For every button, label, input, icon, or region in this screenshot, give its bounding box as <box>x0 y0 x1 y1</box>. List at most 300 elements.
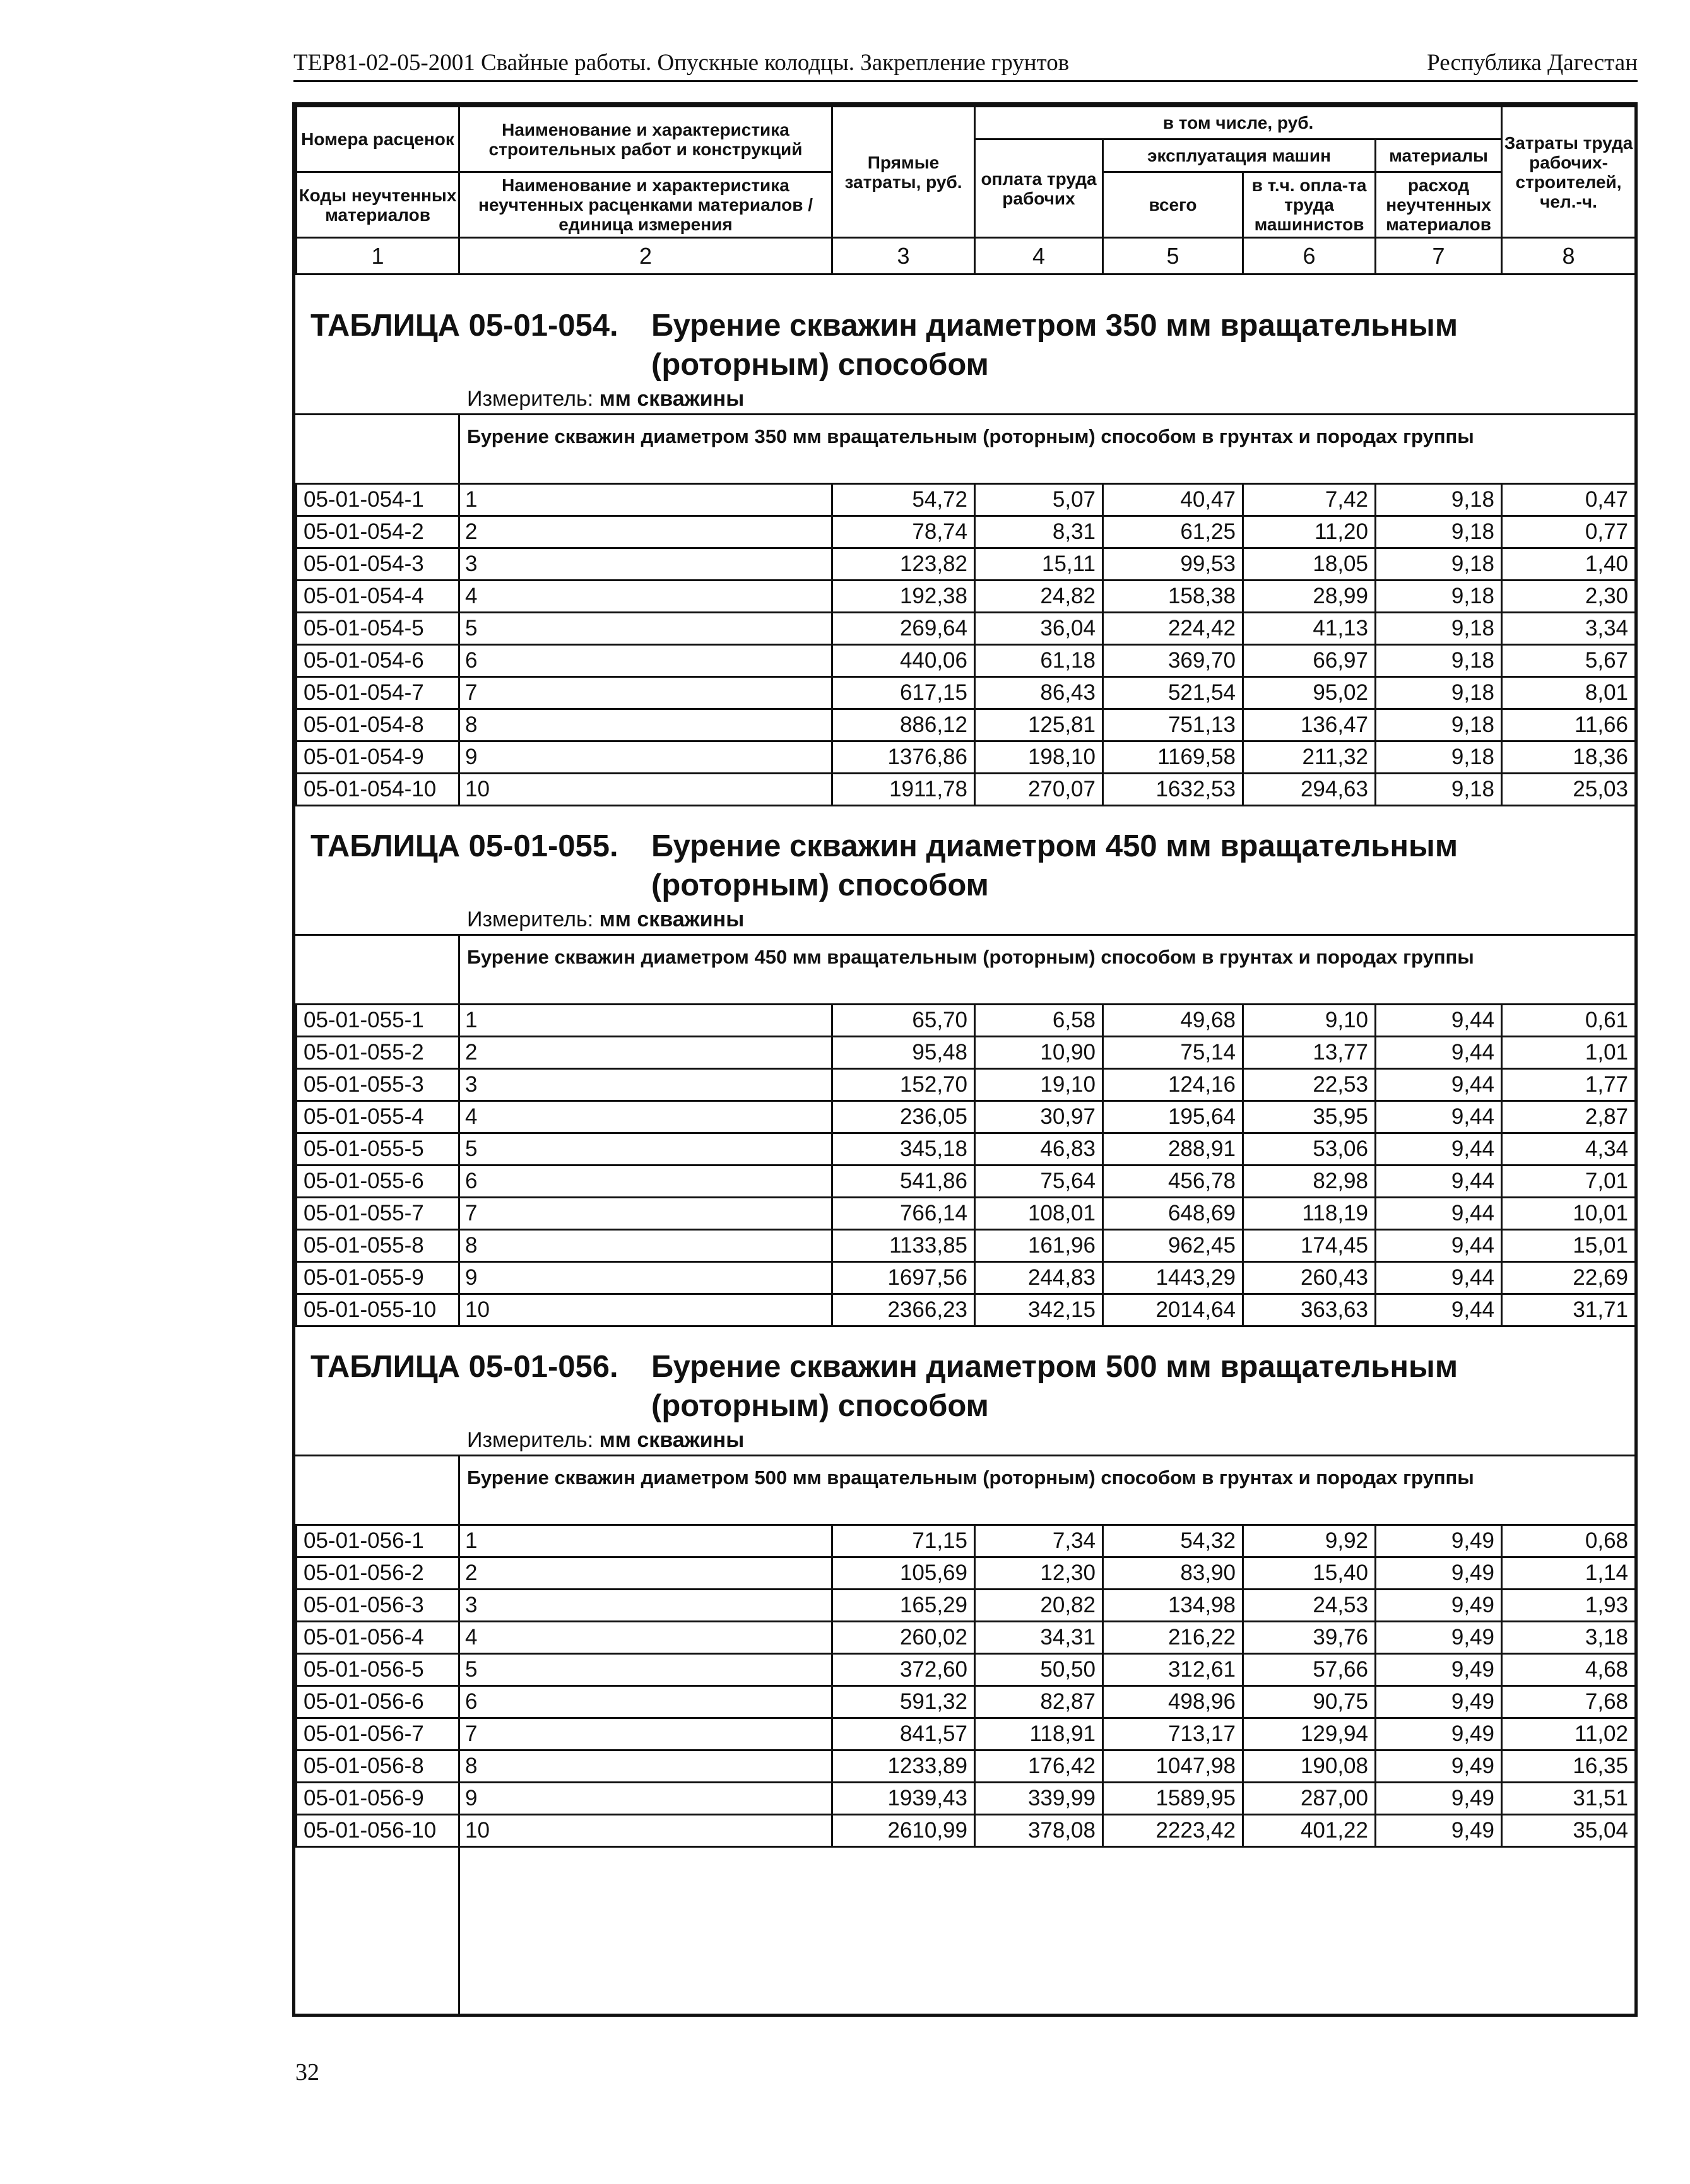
cost-value: 1233,89 <box>832 1750 975 1783</box>
cost-value: 165,29 <box>832 1590 975 1622</box>
cost-value: 1939,43 <box>832 1783 975 1815</box>
rate-code: 05-01-056-10 <box>297 1815 459 1847</box>
table-description: Бурение скважин диаметром 500 мм вращательным (роторным) способом <box>651 1350 1458 1423</box>
soil-group: 6 <box>459 645 832 677</box>
cost-value: 192,38 <box>832 581 975 613</box>
cost-value: 174,45 <box>1243 1230 1376 1262</box>
cost-value: 18,05 <box>1243 548 1376 581</box>
col-materials-usage: расход неучтенных материалов <box>1376 172 1502 238</box>
cost-value: 10,01 <box>1502 1198 1636 1230</box>
cost-value: 9,44 <box>1376 1230 1502 1262</box>
measure-line <box>467 1428 744 1453</box>
cost-value: 158,38 <box>1103 581 1243 613</box>
table-row <box>297 516 1636 548</box>
col-number: 1 <box>297 238 459 274</box>
cost-value: 9,49 <box>1376 1590 1502 1622</box>
cost-value: 9,49 <box>1376 1815 1502 1847</box>
rate-code: 05-01-056-3 <box>297 1590 459 1622</box>
cost-value: 10,90 <box>975 1037 1103 1069</box>
cost-value: 82,98 <box>1243 1166 1376 1198</box>
rate-code: 05-01-055-10 <box>297 1294 459 1326</box>
table-row <box>297 1230 1636 1262</box>
rate-code: 05-01-055-3 <box>297 1069 459 1101</box>
col-number: 2 <box>459 238 832 274</box>
cost-value: 6,58 <box>975 1005 1103 1037</box>
cost-value: 99,53 <box>1103 548 1243 581</box>
cost-value: 9,44 <box>1376 1069 1502 1101</box>
cost-value: 1697,56 <box>832 1262 975 1294</box>
table-number: ТАБЛИЦА 05-01-055. <box>310 829 618 863</box>
rate-code: 05-01-055-8 <box>297 1230 459 1262</box>
cost-value: 1,40 <box>1502 548 1636 581</box>
measure-value: мм скважины <box>599 907 745 931</box>
col-material-codes: Коды неучтенных материалов <box>297 172 459 238</box>
cost-value: 95,02 <box>1243 677 1376 709</box>
cost-value: 75,64 <box>975 1166 1103 1198</box>
cost-value: 0,77 <box>1502 516 1636 548</box>
table-description: Бурение скважин диаметром 450 мм вращательным (роторным) способом <box>651 829 1458 902</box>
soil-group: 3 <box>459 548 832 581</box>
cost-value: 134,98 <box>1103 1590 1243 1622</box>
cost-value: 20,82 <box>975 1590 1103 1622</box>
cost-value: 8,01 <box>1502 677 1636 709</box>
col-number: 3 <box>832 238 975 274</box>
cost-value: 75,14 <box>1103 1037 1243 1069</box>
cost-value: 54,32 <box>1103 1525 1243 1557</box>
rate-code: 05-01-054-10 <box>297 774 459 806</box>
rate-code: 05-01-054-6 <box>297 645 459 677</box>
cost-value: 11,20 <box>1243 516 1376 548</box>
cost-value: 260,43 <box>1243 1262 1376 1294</box>
cost-value: 2610,99 <box>832 1815 975 1847</box>
cost-value: 61,25 <box>1103 516 1243 548</box>
cost-value: 4,68 <box>1502 1654 1636 1686</box>
cost-value: 65,70 <box>832 1005 975 1037</box>
cost-value: 269,64 <box>832 613 975 645</box>
cost-value: 541,86 <box>832 1166 975 1198</box>
cost-value: 2366,23 <box>832 1294 975 1326</box>
rate-code: 05-01-054-8 <box>297 709 459 741</box>
divider <box>295 413 1634 415</box>
cost-value: 312,61 <box>1103 1654 1243 1686</box>
cost-value: 236,05 <box>832 1101 975 1133</box>
cost-value: 0,68 <box>1502 1525 1636 1557</box>
rate-code: 05-01-056-6 <box>297 1686 459 1718</box>
soil-group: 7 <box>459 677 832 709</box>
cost-value: 71,15 <box>832 1525 975 1557</box>
cost-value: 216,22 <box>1103 1622 1243 1654</box>
cost-value: 195,64 <box>1103 1101 1243 1133</box>
cost-value: 962,45 <box>1103 1230 1243 1262</box>
cost-value: 648,69 <box>1103 1198 1243 1230</box>
rate-code: 05-01-054-4 <box>297 581 459 613</box>
soil-group: 7 <box>459 1718 832 1750</box>
cost-value: 1047,98 <box>1103 1750 1243 1783</box>
cost-value: 9,49 <box>1376 1718 1502 1750</box>
rate-code: 05-01-056-5 <box>297 1654 459 1686</box>
cost-value: 9,18 <box>1376 484 1502 516</box>
col-number: 5 <box>1103 238 1243 274</box>
cost-value: 1589,95 <box>1103 1783 1243 1815</box>
col-number: 8 <box>1502 238 1636 274</box>
cost-value: 0,47 <box>1502 484 1636 516</box>
soil-group: 4 <box>459 1101 832 1133</box>
cost-value: 83,90 <box>1103 1557 1243 1590</box>
divider <box>458 934 460 1005</box>
soil-group: 3 <box>459 1590 832 1622</box>
cost-value: 294,63 <box>1243 774 1376 806</box>
table-row <box>297 1133 1636 1166</box>
soil-group: 4 <box>459 1622 832 1654</box>
cost-value: 260,02 <box>832 1622 975 1654</box>
cost-value: 57,66 <box>1243 1654 1376 1686</box>
cost-value: 9,49 <box>1376 1783 1502 1815</box>
table-row <box>297 1198 1636 1230</box>
cost-value: 50,50 <box>975 1654 1103 1686</box>
soil-group: 2 <box>459 1037 832 1069</box>
cost-value: 9,10 <box>1243 1005 1376 1037</box>
col-number: 4 <box>975 238 1103 274</box>
cost-value: 11,66 <box>1502 709 1636 741</box>
table-heading <box>310 1347 1617 1426</box>
cost-value: 35,04 <box>1502 1815 1636 1847</box>
cost-value: 66,97 <box>1243 645 1376 677</box>
cost-value: 9,18 <box>1376 677 1502 709</box>
cost-value: 244,83 <box>975 1262 1103 1294</box>
table-heading <box>310 306 1617 384</box>
cost-value: 2223,42 <box>1103 1815 1243 1847</box>
cost-value: 288,91 <box>1103 1133 1243 1166</box>
col-number: 6 <box>1243 238 1376 274</box>
cost-value: 9,44 <box>1376 1198 1502 1230</box>
soil-group: 4 <box>459 581 832 613</box>
cost-value: 521,54 <box>1103 677 1243 709</box>
table-row <box>297 741 1636 774</box>
rate-code: 05-01-055-9 <box>297 1262 459 1294</box>
cost-value: 161,96 <box>975 1230 1103 1262</box>
table-number: ТАБЛИЦА 05-01-056. <box>310 1350 618 1384</box>
cost-value: 9,18 <box>1376 774 1502 806</box>
rate-code: 05-01-056-1 <box>297 1525 459 1557</box>
cost-value: 401,22 <box>1243 1815 1376 1847</box>
cost-value: 713,17 <box>1103 1718 1243 1750</box>
table-row <box>297 1750 1636 1783</box>
cost-value: 372,60 <box>832 1654 975 1686</box>
cost-value: 7,42 <box>1243 484 1376 516</box>
soil-group: 3 <box>459 1069 832 1101</box>
soil-group: 6 <box>459 1166 832 1198</box>
cost-value: 15,40 <box>1243 1557 1376 1590</box>
cost-value: 270,07 <box>975 774 1103 806</box>
cost-value: 35,95 <box>1243 1101 1376 1133</box>
cost-value: 11,02 <box>1502 1718 1636 1750</box>
divider <box>295 934 1634 936</box>
table-row <box>297 484 1636 516</box>
divider <box>295 1455 1634 1456</box>
cost-value: 8,31 <box>975 516 1103 548</box>
cost-value: 9,18 <box>1376 613 1502 645</box>
section-subtitle: Бурение скважин диаметром 450 мм вращательным (роторным) способом в грунтах и породах группы <box>467 946 1474 968</box>
column-header-table <box>295 105 1636 275</box>
cost-value: 224,42 <box>1103 613 1243 645</box>
table-row <box>297 548 1636 581</box>
table-number: ТАБЛИЦА 05-01-054. <box>310 309 618 343</box>
rates-table <box>295 483 1636 806</box>
rate-code: 05-01-056-8 <box>297 1750 459 1783</box>
rate-code: 05-01-055-7 <box>297 1198 459 1230</box>
section-subtitle: Бурение скважин диаметром 350 мм вращательным (роторным) способом в грунтах и породах группы <box>467 425 1474 447</box>
cost-value: 30,97 <box>975 1101 1103 1133</box>
col-workers-pay: оплата труда рабочих <box>975 139 1103 238</box>
soil-group: 9 <box>459 1783 832 1815</box>
cost-value: 345,18 <box>832 1133 975 1166</box>
col-labor-costs: Затраты труда рабочих-строителей, чел.-ч. <box>1502 107 1636 238</box>
table-row <box>297 774 1636 806</box>
divider <box>458 1455 460 1525</box>
cost-value: 12,30 <box>975 1557 1103 1590</box>
cost-value: 4,34 <box>1502 1133 1636 1166</box>
cost-value: 54,72 <box>832 484 975 516</box>
table-row <box>297 709 1636 741</box>
col-material-names: Наименование и характеристика неучтенных расценками материалов / единица измерения <box>459 172 832 238</box>
cost-value: 5,67 <box>1502 645 1636 677</box>
cost-value: 18,36 <box>1502 741 1636 774</box>
measure-value: мм скважины <box>599 387 745 411</box>
cost-value: 1,14 <box>1502 1557 1636 1590</box>
cost-value: 9,49 <box>1376 1525 1502 1557</box>
cost-value: 24,53 <box>1243 1590 1376 1622</box>
cost-value: 1376,86 <box>832 741 975 774</box>
cost-value: 9,92 <box>1243 1525 1376 1557</box>
cost-value: 2,30 <box>1502 581 1636 613</box>
soil-group: 10 <box>459 1815 832 1847</box>
cost-value: 1911,78 <box>832 774 975 806</box>
cost-value: 7,68 <box>1502 1686 1636 1718</box>
rate-code: 05-01-056-7 <box>297 1718 459 1750</box>
soil-group: 8 <box>459 1230 832 1262</box>
cost-value: 118,91 <box>975 1718 1103 1750</box>
rate-code: 05-01-055-2 <box>297 1037 459 1069</box>
col-machines-total: всего <box>1103 172 1243 238</box>
table-row <box>297 1783 1636 1815</box>
cost-value: 591,32 <box>832 1686 975 1718</box>
table-row <box>297 613 1636 645</box>
table-row <box>297 581 1636 613</box>
cost-value: 22,69 <box>1502 1262 1636 1294</box>
cost-value: 9,44 <box>1376 1166 1502 1198</box>
cost-value: 16,35 <box>1502 1750 1636 1783</box>
rates-table <box>295 1524 1636 1848</box>
cost-value: 9,44 <box>1376 1262 1502 1294</box>
soil-group: 9 <box>459 1262 832 1294</box>
cost-value: 82,87 <box>975 1686 1103 1718</box>
cost-value: 9,44 <box>1376 1101 1502 1133</box>
document-title: ТЕР81-02-05-2001 Свайные работы. Опускные колодцы. Закрепление грунтов <box>293 50 1070 76</box>
rate-code: 05-01-054-2 <box>297 516 459 548</box>
page-number: 32 <box>295 2059 319 2086</box>
rate-code: 05-01-054-5 <box>297 613 459 645</box>
table-row <box>297 1037 1636 1069</box>
cost-value: 108,01 <box>975 1198 1103 1230</box>
divider <box>458 413 460 484</box>
cost-value: 1632,53 <box>1103 774 1243 806</box>
cost-value: 90,75 <box>1243 1686 1376 1718</box>
cost-value: 31,71 <box>1502 1294 1636 1326</box>
cost-value: 22,53 <box>1243 1069 1376 1101</box>
cost-value: 49,68 <box>1103 1005 1243 1037</box>
divider <box>458 1846 460 2014</box>
cost-value: 1169,58 <box>1103 741 1243 774</box>
running-header <box>293 49 1638 82</box>
cost-value: 378,08 <box>975 1815 1103 1847</box>
col-machines-group: эксплуатация машин <box>1103 139 1376 172</box>
cost-value: 78,74 <box>832 516 975 548</box>
rate-code: 05-01-055-6 <box>297 1166 459 1198</box>
cost-value: 9,44 <box>1376 1037 1502 1069</box>
cost-value: 9,44 <box>1376 1294 1502 1326</box>
cost-value: 3,34 <box>1502 613 1636 645</box>
cost-value: 1133,85 <box>832 1230 975 1262</box>
rate-code: 05-01-056-4 <box>297 1622 459 1654</box>
table-row <box>297 1686 1636 1718</box>
cost-value: 129,94 <box>1243 1718 1376 1750</box>
cost-value: 617,15 <box>832 677 975 709</box>
col-machinists-pay: в т.ч. опла-та труда машинистов <box>1243 172 1376 238</box>
cost-value: 9,49 <box>1376 1750 1502 1783</box>
cost-value: 841,57 <box>832 1718 975 1750</box>
table-row <box>297 1101 1636 1133</box>
cost-value: 1,93 <box>1502 1590 1636 1622</box>
rate-code: 05-01-056-2 <box>297 1557 459 1590</box>
rate-code: 05-01-056-9 <box>297 1783 459 1815</box>
cost-value: 198,10 <box>975 741 1103 774</box>
rate-code: 05-01-054-1 <box>297 484 459 516</box>
table-heading <box>310 827 1617 905</box>
soil-group: 8 <box>459 709 832 741</box>
cost-value: 9,18 <box>1376 516 1502 548</box>
cost-value: 152,70 <box>832 1069 975 1101</box>
cost-value: 125,81 <box>975 709 1103 741</box>
cost-value: 9,18 <box>1376 741 1502 774</box>
soil-group: 5 <box>459 613 832 645</box>
table-row <box>297 1815 1636 1847</box>
table-row <box>297 1557 1636 1590</box>
table-row <box>297 677 1636 709</box>
cost-value: 766,14 <box>832 1198 975 1230</box>
cost-value: 28,99 <box>1243 581 1376 613</box>
measure-label: Измеритель: <box>467 387 594 411</box>
col-materials-group: материалы <box>1376 139 1502 172</box>
rate-code: 05-01-054-3 <box>297 548 459 581</box>
cost-value: 7,01 <box>1502 1166 1636 1198</box>
cost-value: 339,99 <box>975 1783 1103 1815</box>
cost-value: 176,42 <box>975 1750 1103 1783</box>
cost-value: 9,18 <box>1376 645 1502 677</box>
cost-value: 36,04 <box>975 613 1103 645</box>
cost-value: 9,18 <box>1376 548 1502 581</box>
soil-group: 5 <box>459 1654 832 1686</box>
cost-value: 9,49 <box>1376 1654 1502 1686</box>
cost-value: 25,03 <box>1502 774 1636 806</box>
cost-value: 136,47 <box>1243 709 1376 741</box>
measure-label: Измеритель: <box>467 907 594 931</box>
rate-code: 05-01-055-4 <box>297 1101 459 1133</box>
cost-value: 211,32 <box>1243 741 1376 774</box>
soil-group: 8 <box>459 1750 832 1783</box>
cost-value: 498,96 <box>1103 1686 1243 1718</box>
col-work-name: Наименование и характеристика строительных работ и конструкций <box>459 107 832 172</box>
rate-code: 05-01-054-7 <box>297 677 459 709</box>
table-row <box>297 645 1636 677</box>
region-name: Республика Дагестан <box>1427 50 1638 76</box>
cost-value: 95,48 <box>832 1037 975 1069</box>
cost-value: 0,61 <box>1502 1005 1636 1037</box>
cost-value: 15,01 <box>1502 1230 1636 1262</box>
table-row <box>297 1166 1636 1198</box>
soil-group: 1 <box>459 1525 832 1557</box>
cost-value: 2,87 <box>1502 1101 1636 1133</box>
cost-value: 456,78 <box>1103 1166 1243 1198</box>
cost-value: 124,16 <box>1103 1069 1243 1101</box>
soil-group: 7 <box>459 1198 832 1230</box>
soil-group: 10 <box>459 774 832 806</box>
cost-value: 15,11 <box>975 548 1103 581</box>
cost-value: 13,77 <box>1243 1037 1376 1069</box>
cost-value: 5,07 <box>975 484 1103 516</box>
cost-value: 24,82 <box>975 581 1103 613</box>
cost-value: 9,49 <box>1376 1622 1502 1654</box>
cost-value: 440,06 <box>832 645 975 677</box>
measure-line <box>467 907 744 932</box>
col-number: 7 <box>1376 238 1502 274</box>
cost-value: 19,10 <box>975 1069 1103 1101</box>
cost-value: 34,31 <box>975 1622 1103 1654</box>
cost-value: 46,83 <box>975 1133 1103 1166</box>
table-description: Бурение скважин диаметром 350 мм вращательным (роторным) способом <box>651 309 1458 382</box>
col-including-group: в том числе, руб. <box>975 107 1502 139</box>
cost-value: 369,70 <box>1103 645 1243 677</box>
table-row <box>297 1590 1636 1622</box>
soil-group: 5 <box>459 1133 832 1166</box>
section-subtitle: Бурение скважин диаметром 500 мм вращательным (роторным) способом в грунтах и породах группы <box>467 1467 1474 1489</box>
table-row <box>297 1294 1636 1326</box>
rate-code: 05-01-055-1 <box>297 1005 459 1037</box>
table-row <box>297 1622 1636 1654</box>
table-row <box>297 1654 1636 1686</box>
rates-sheet <box>292 102 1638 2017</box>
cost-value: 3,18 <box>1502 1622 1636 1654</box>
table-row <box>297 1525 1636 1557</box>
soil-group: 10 <box>459 1294 832 1326</box>
soil-group: 1 <box>459 484 832 516</box>
cost-value: 9,49 <box>1376 1557 1502 1590</box>
cost-value: 1443,29 <box>1103 1262 1243 1294</box>
cost-value: 123,82 <box>832 548 975 581</box>
cost-value: 31,51 <box>1502 1783 1636 1815</box>
cost-value: 9,18 <box>1376 709 1502 741</box>
cost-value: 105,69 <box>832 1557 975 1590</box>
rates-table <box>295 1003 1636 1327</box>
cost-value: 9,44 <box>1376 1133 1502 1166</box>
soil-group: 1 <box>459 1005 832 1037</box>
col-rate-numbers: Номера расценок <box>297 107 459 172</box>
measure-value: мм скважины <box>599 1428 745 1452</box>
cost-value: 118,19 <box>1243 1198 1376 1230</box>
table-row <box>297 1718 1636 1750</box>
cost-value: 9,18 <box>1376 581 1502 613</box>
table-row <box>297 1005 1636 1037</box>
measure-label: Измеритель: <box>467 1428 594 1452</box>
